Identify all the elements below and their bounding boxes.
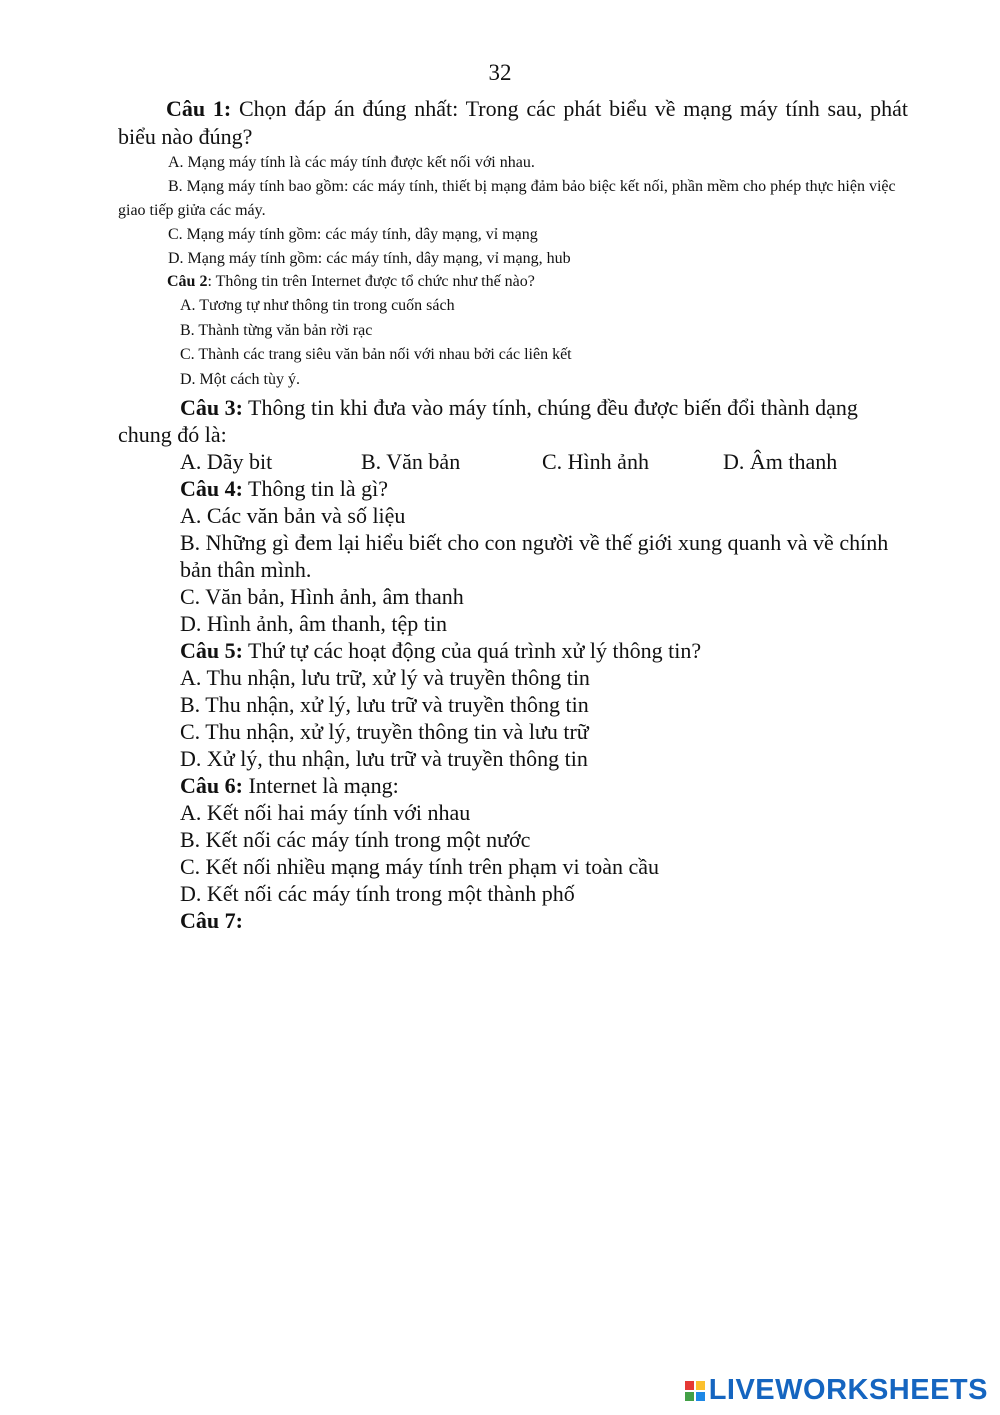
question-3-option-a: A. Dãy bit — [180, 449, 273, 474]
question-5-option-a: A. Thu nhận, lưu trữ, xử lý và truyền thông tin — [180, 665, 590, 690]
question-3-label: Câu 3: — [180, 395, 243, 420]
question-4-text: Thông tin là gì? — [242, 476, 388, 501]
question-2-stem — [167, 270, 907, 294]
question-1-stem — [118, 95, 908, 151]
question-2-option-d: D. Một cách tùy ý. — [180, 370, 300, 388]
logo-square-yellow — [696, 1381, 705, 1390]
question-4-option-a: A. Các văn bản và số liệu — [180, 503, 406, 528]
question-7-label: Câu 7: — [180, 908, 243, 933]
question-6-option-d: D. Kết nối các máy tính trong một thành phố — [180, 881, 575, 906]
question-1-text: Chọn đáp án đúng nhất: Trong các phát biểu về mạng máy tính sau, phát biểu nào đúng? — [118, 96, 908, 149]
logo-square-green — [685, 1392, 694, 1401]
question-6-stem — [180, 772, 910, 799]
question-5-option-d: D. Xử lý, thu nhận, lưu trữ và truyền thông tin — [180, 746, 588, 771]
question-2-option-b: B. Thành từng văn bản rời rạc — [180, 321, 373, 339]
question-3-option-b: B. Văn bản — [361, 449, 461, 474]
logo-square-red — [685, 1381, 694, 1390]
question-6-label: Câu 6: — [180, 773, 243, 798]
question-2-option-a: A. Tương tự như thông tin trong cuốn sách — [180, 297, 455, 314]
question-1-option-b: B. Mạng máy tính bao gồm: các máy tính, thiết bị mạng đảm bảo biệc kết nối, phần mềm cho phép thực hiện việc giao tiếp giửa các máy. — [118, 178, 896, 219]
question-6-text: Internet là mạng: — [242, 773, 399, 798]
logo-square-blue — [696, 1392, 705, 1401]
liveworksheets-logo — [685, 1374, 988, 1407]
question-4-option-c: C. Văn bản, Hình ảnh, âm thanh — [180, 584, 464, 609]
logo-text: LIVEWORKSHEETS — [708, 1374, 988, 1406]
question-5-option-b: B. Thu nhận, xử lý, lưu trữ và truyền thông tin — [180, 692, 589, 717]
question-4-option-d: D. Hình ảnh, âm thanh, tệp tin — [180, 611, 448, 636]
question-7-stem — [180, 907, 910, 934]
question-1-option-d: D. Mạng máy tính gồm: các máy tính, dây mạng, vỉ mạng, hub — [168, 250, 571, 267]
question-3-text: Thông tin khi đưa vào máy tính, chúng đều được biến đổi thành dạng chung đó là: — [118, 395, 858, 447]
question-5-label: Câu 5: — [180, 638, 243, 663]
question-3-option-c: C. Hình ảnh — [542, 449, 649, 474]
page-number: 32 — [488, 60, 512, 85]
question-1-option-a: A. Mạng máy tính là các máy tính được kết nối với nhau. — [168, 154, 535, 171]
question-2 — [167, 270, 907, 392]
question-2-text: : Thông tin trên Internet được tổ chức như thế nào? — [207, 273, 535, 290]
question-3-options — [118, 448, 908, 475]
question-1 — [118, 95, 908, 271]
question-4-label: Câu 4: — [180, 476, 243, 501]
question-3-stem — [118, 394, 908, 448]
question-6-option-c: C. Kết nối nhiều mạng máy tính trên phạm vi toàn cầu — [180, 854, 660, 879]
logo-squares-icon — [685, 1381, 705, 1401]
question-5-text: Thứ tự các hoạt động của quá trình xử lý thông tin? — [242, 638, 702, 663]
question-5-option-c: C. Thu nhận, xử lý, truyền thông tin và lưu trữ — [180, 719, 589, 744]
question-2-label: Câu 2 — [167, 273, 208, 290]
question-6-option-a: A. Kết nối hai máy tính với nhau — [180, 800, 471, 825]
questions-4-to-7 — [180, 475, 910, 934]
question-4-stem — [180, 475, 910, 502]
question-3 — [118, 394, 908, 475]
question-1-label: Câu 1: — [166, 96, 232, 121]
question-2-option-c: C. Thành các trang siêu văn bản nối với nhau bởi các liên kết — [180, 346, 572, 363]
question-1-option-c: C. Mạng máy tính gồm: các máy tính, dây mạng, vỉ mạng — [168, 226, 538, 243]
question-5-stem — [180, 637, 910, 664]
question-4-option-b: B. Những gì đem lại hiểu biết cho con người về thế giới xung quanh và về chính bản thân mình. — [180, 530, 889, 582]
question-6-option-b: B. Kết nối các máy tính trong một nước — [180, 827, 531, 852]
question-3-option-d: D. Âm thanh — [723, 449, 838, 474]
